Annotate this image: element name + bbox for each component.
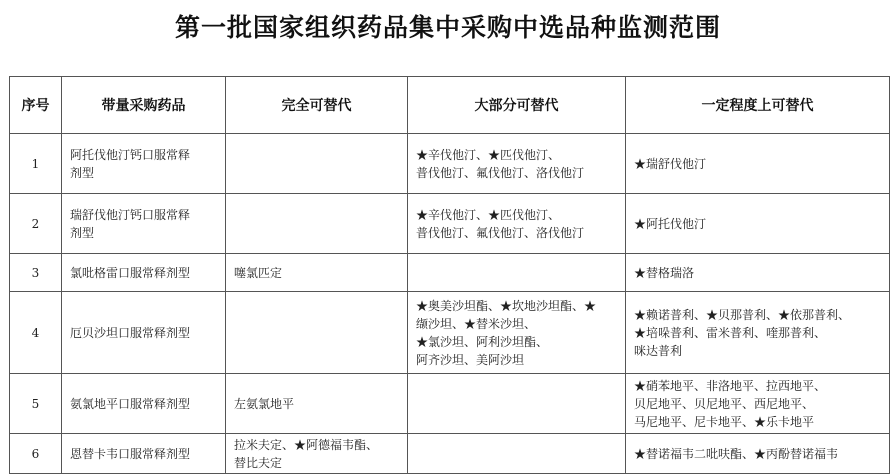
table-row bbox=[10, 134, 890, 194]
drug-cell bbox=[62, 374, 226, 434]
cell-line: 左氨氯地平 bbox=[234, 396, 295, 411]
header-seq: 序号 bbox=[10, 77, 62, 134]
seq-cell: 5 bbox=[10, 374, 62, 434]
cell-line: 替比夫定 bbox=[234, 455, 283, 470]
cell-line: 氯吡格雷口服常释剂型 bbox=[70, 265, 191, 280]
most-substitute-cell bbox=[408, 292, 626, 374]
cell-line: 阿托伐他汀钙口服常释 bbox=[70, 147, 191, 162]
full-substitute-cell bbox=[226, 254, 408, 292]
full-substitute-cell bbox=[226, 194, 408, 254]
cell-line: 剂型 bbox=[70, 225, 95, 240]
drug-cell bbox=[62, 292, 226, 374]
full-substitute-cell bbox=[226, 374, 408, 434]
cell-line: 噻氯匹定 bbox=[234, 265, 283, 280]
most-substitute-cell bbox=[408, 374, 626, 434]
cell-line: ★硝苯地平、非洛地平、拉西地平、 bbox=[634, 378, 827, 393]
header-full-substitute: 完全可替代 bbox=[226, 77, 408, 134]
cell-line: ★氯沙坦、阿利沙坦酯、 bbox=[416, 334, 549, 349]
cell-line: ★奥美沙坦酯、★坎地沙坦酯、★ bbox=[416, 298, 597, 313]
partial-substitute-cell bbox=[626, 194, 890, 254]
header-drug: 带量采购药品 bbox=[62, 77, 226, 134]
cell-line: ★替格瑞洛 bbox=[634, 265, 695, 280]
cell-line: 贝尼地平、贝尼地平、西尼地平、 bbox=[634, 396, 815, 411]
header-most-substitute: 大部分可替代 bbox=[408, 77, 626, 134]
full-substitute-cell bbox=[226, 434, 408, 474]
header-row bbox=[10, 77, 890, 134]
table-row bbox=[10, 374, 890, 434]
drug-cell bbox=[62, 254, 226, 292]
full-substitute-cell bbox=[226, 292, 408, 374]
seq-cell: 2 bbox=[10, 194, 62, 254]
cell-line: 厄贝沙坦口服常释剂型 bbox=[70, 325, 191, 340]
drug-cell bbox=[62, 134, 226, 194]
table-row bbox=[10, 194, 890, 254]
cell-line: ★替诺福韦二吡呋酯、★丙酚替诺福韦 bbox=[634, 446, 839, 461]
partial-substitute-cell bbox=[626, 374, 890, 434]
cell-line: 恩替卡韦口服常释剂型 bbox=[70, 446, 191, 461]
most-substitute-cell bbox=[408, 194, 626, 254]
seq-cell: 1 bbox=[10, 134, 62, 194]
cell-line: 阿齐沙坦、美阿沙坦 bbox=[416, 352, 525, 367]
table-row bbox=[10, 292, 890, 374]
partial-substitute-cell bbox=[626, 292, 890, 374]
cell-line: ★赖诺普利、★贝那普利、★依那普利、 bbox=[634, 307, 851, 322]
cell-line: 瑞舒伐他汀钙口服常释 bbox=[70, 207, 191, 222]
seq-cell: 4 bbox=[10, 292, 62, 374]
cell-line: 普伐他汀、氟伐他汀、洛伐他汀 bbox=[416, 225, 585, 240]
header-partial-substitute: 一定程度上可替代 bbox=[626, 77, 890, 134]
partial-substitute-cell bbox=[626, 254, 890, 292]
most-substitute-cell bbox=[408, 134, 626, 194]
cell-line: 咪达普利 bbox=[634, 343, 683, 358]
partial-substitute-cell bbox=[626, 434, 890, 474]
full-substitute-cell bbox=[226, 134, 408, 194]
cell-line: 马尼地平、尼卡地平、★乐卡地平 bbox=[634, 414, 815, 429]
most-substitute-cell bbox=[408, 254, 626, 292]
cell-line: ★瑞舒伐他汀 bbox=[634, 156, 707, 171]
most-substitute-cell bbox=[408, 434, 626, 474]
cell-line: 剂型 bbox=[70, 165, 95, 180]
cell-line: 缬沙坦、★替米沙坦、 bbox=[416, 316, 537, 331]
monitoring-table bbox=[9, 76, 890, 474]
page-title: 第一批国家组织药品集中采购中选品种监测范围 bbox=[174, 13, 721, 42]
cell-line: ★阿托伐他汀 bbox=[634, 216, 707, 231]
cell-line: ★培哚普利、雷米普利、喹那普利、 bbox=[634, 325, 827, 340]
cell-line: ★辛伐他汀、★匹伐他汀、 bbox=[416, 147, 561, 162]
seq-cell: 3 bbox=[10, 254, 62, 292]
table-row bbox=[10, 434, 890, 474]
cell-line: 氨氯地平口服常释剂型 bbox=[70, 396, 191, 411]
cell-line: 普伐他汀、氟伐他汀、洛伐他汀 bbox=[416, 165, 585, 180]
cell-line: 拉米夫定、★阿德福韦酯、 bbox=[234, 437, 379, 452]
table-row bbox=[10, 254, 890, 292]
drug-cell bbox=[62, 434, 226, 474]
cell-line: ★辛伐他汀、★匹伐他汀、 bbox=[416, 207, 561, 222]
partial-substitute-cell bbox=[626, 134, 890, 194]
drug-cell bbox=[62, 194, 226, 254]
seq-cell: 6 bbox=[10, 434, 62, 474]
